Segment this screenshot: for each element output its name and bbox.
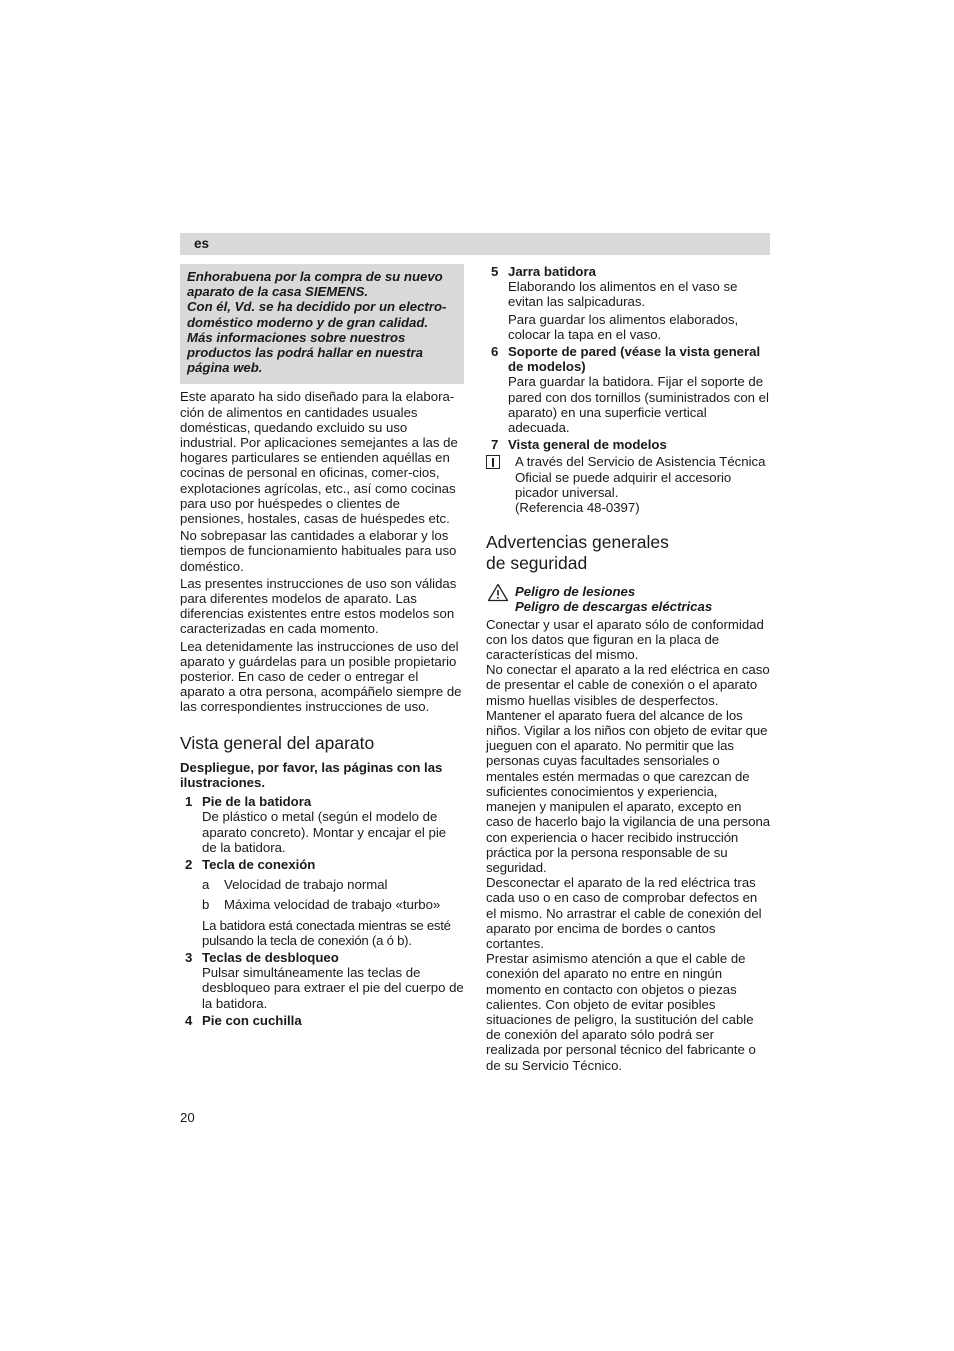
item-title: Vista general de modelos	[508, 437, 667, 453]
safety-paragraph: Desconectar el aparato de la red eléctrica tras cada uso o en caso de comprobar defectos en el mismo. No arrastrar el cable de conexión del aparato por encima de bordes o cantos cortantes.	[486, 875, 762, 951]
note-text: A través del Servicio de Asistencia Técnica Oficial se puede adquirir el accesorio picador universal.	[515, 454, 766, 500]
item-text: La batidora está conectada mientras se esté pulsando la tecla de conexión (a ó b).	[202, 917, 451, 948]
item-text: De plástico o metal (según el modelo de aparato concreto). Montar y encajar el pie de la batidora.	[202, 809, 447, 855]
sub-item-a	[202, 877, 464, 892]
item-title: Teclas de desbloqueo	[202, 949, 339, 965]
left-column	[180, 264, 464, 1030]
models-paragraph: Las presentes instrucciones de uso son válidas para diferentes modelos de aparato. Las diferencias existentes entre estos modelos son caracterizadas en cada momento.	[180, 575, 457, 637]
list-item	[180, 1013, 464, 1028]
list-item	[180, 950, 464, 1011]
item-title: Jarra batidora	[508, 264, 596, 279]
safety-paragraph: No conectar el aparato a la red eléctrica en caso de presentar el cable de conexión o el aparato mismo huellas visibles de desperfectos.	[486, 662, 770, 708]
item-number: 7	[491, 437, 499, 453]
sub-item-b	[202, 897, 464, 912]
safety-paragraph: Conectar y usar el aparato sólo de conformidad con los datos que figuran en la placa de características del mismo.	[486, 616, 764, 663]
item-number: 3	[185, 949, 193, 965]
item-number: 6	[491, 344, 499, 360]
safety-paragraph: Mantener el aparato fuera del alcance de los niños. Vigilar a los niños con objeto de evitar que jueguen con el aparato. No permitir que las personas cuyas facultades sensoriales o mentales estén mermadas o que carezcan de suficientes conocimientos y experiencia, manejen y manipulen el aparato, excepto en caso de hacerlo bajo la vigilancia de una persona con experiencia o hacer recibido instrucción práctica por la persona responsable de su seguridad.	[486, 707, 770, 875]
overview-heading: Vista general del aparato	[180, 732, 375, 753]
item-text-2: Para guardar los alimentos elaborados, colocar la tapa en el vaso.	[508, 311, 739, 342]
overview-subheading: Despliegue, por favor, las páginas con las ilustraciones.	[180, 759, 443, 790]
read-instructions-paragraph: Lea detenidamente las instrucciones de uso del aparato y guárdelas para un posible propietario posterior. En caso de ceder o entregar el aparato a otra persona, acompáñelo siempre de las correspondientes instrucciones de uso.	[180, 638, 462, 715]
warning-electric-shock: Peligro de descargas eléctricas	[515, 599, 713, 615]
note-reference: (Referencia 48-0397)	[515, 500, 640, 516]
language-bar	[180, 233, 770, 255]
item-title: Pie con cuchilla	[202, 1012, 302, 1028]
list-item	[486, 344, 770, 435]
item-number: 5	[491, 264, 499, 279]
info-note	[486, 454, 770, 515]
list-item	[180, 857, 464, 948]
page-number: 20	[180, 1110, 195, 1125]
sub-item-text: Máxima velocidad de trabajo «turbo»	[224, 897, 441, 913]
sub-item-letter: b	[202, 897, 210, 913]
warning-triangle-icon	[487, 583, 509, 602]
sub-item-text: Velocidad de trabajo normal	[224, 877, 388, 893]
usage-paragraph: Este aparato ha sido diseñado para la elabora-ción de alimentos en cantidades usuales domésticas, quedando excluido su uso industrial. Por aplicaciones semejantes a las de hogares particulares se entienden aquéllas en cocinas de personal en oficinas, comer-cios, explotaciones agrícolas, etc., así como cocinas para uso por huéspedes o clientes de pensiones, hostales, casas de huéspedes etc.	[180, 389, 458, 527]
list-item	[486, 437, 770, 452]
intro-box	[180, 264, 464, 384]
item-title: Pie de la batidora	[202, 794, 312, 810]
safety-heading-line-1: Advertencias generales	[486, 532, 669, 553]
intro-line-1: Enhorabuena por la compra de su nuevo aparato de la casa SIEMENS.	[187, 269, 443, 300]
item-text: Pulsar simultáneamente las teclas de desbloqueo para extraer el pie del cuerpo de la batidora.	[202, 965, 464, 1011]
safety-paragraph: Prestar asimismo atención a que el cable de conexión del aparato no entre en ningún momento en contacto con objetos o piezas calientes. Con objeto de evitar posibles situaciones de peligro, la sustitución del cable de conexión del aparato sólo podrá ser realizada por personal técnico del fabricante o de su Servicio Técnico.	[486, 951, 756, 1073]
info-icon	[486, 455, 500, 469]
list-item	[180, 794, 464, 855]
safety-heading	[486, 532, 770, 574]
warning-injury: Peligro de lesiones	[515, 584, 636, 600]
list-item	[486, 264, 770, 342]
right-column	[486, 264, 770, 1073]
item-title: Soporte de pared (véase la vista general de modelos)	[508, 344, 761, 375]
safety-heading-line-2: de seguridad	[486, 553, 588, 574]
language-code: es	[194, 236, 210, 251]
limits-paragraph: No sobrepasar las cantidades a elaborar y los tiempos de funcionamiento habituales para uso doméstico.	[180, 528, 457, 574]
item-text: Elaborando los alimentos en el vaso se evitan las salpicaduras.	[508, 279, 738, 310]
item-text: Para guardar la batidora. Fijar el soporte de pared con dos tornillos (suministrados con el aparato) en una superficie vertical adecuada.	[508, 374, 769, 436]
sub-item-letter: a	[202, 877, 210, 893]
item-number: 1	[185, 794, 193, 810]
item-title: Tecla de conexión	[202, 856, 316, 872]
warning-block	[486, 584, 770, 614]
safety-text	[486, 617, 770, 1073]
item-number: 2	[185, 856, 193, 872]
item-number: 4	[185, 1012, 193, 1028]
intro-line-2: Con él, Vd. se ha decidido por un electro-doméstico moderno y de gran calidad. Más informaciones sobre nuestros productos las podrá hallar en nuestra página web.	[187, 299, 447, 376]
